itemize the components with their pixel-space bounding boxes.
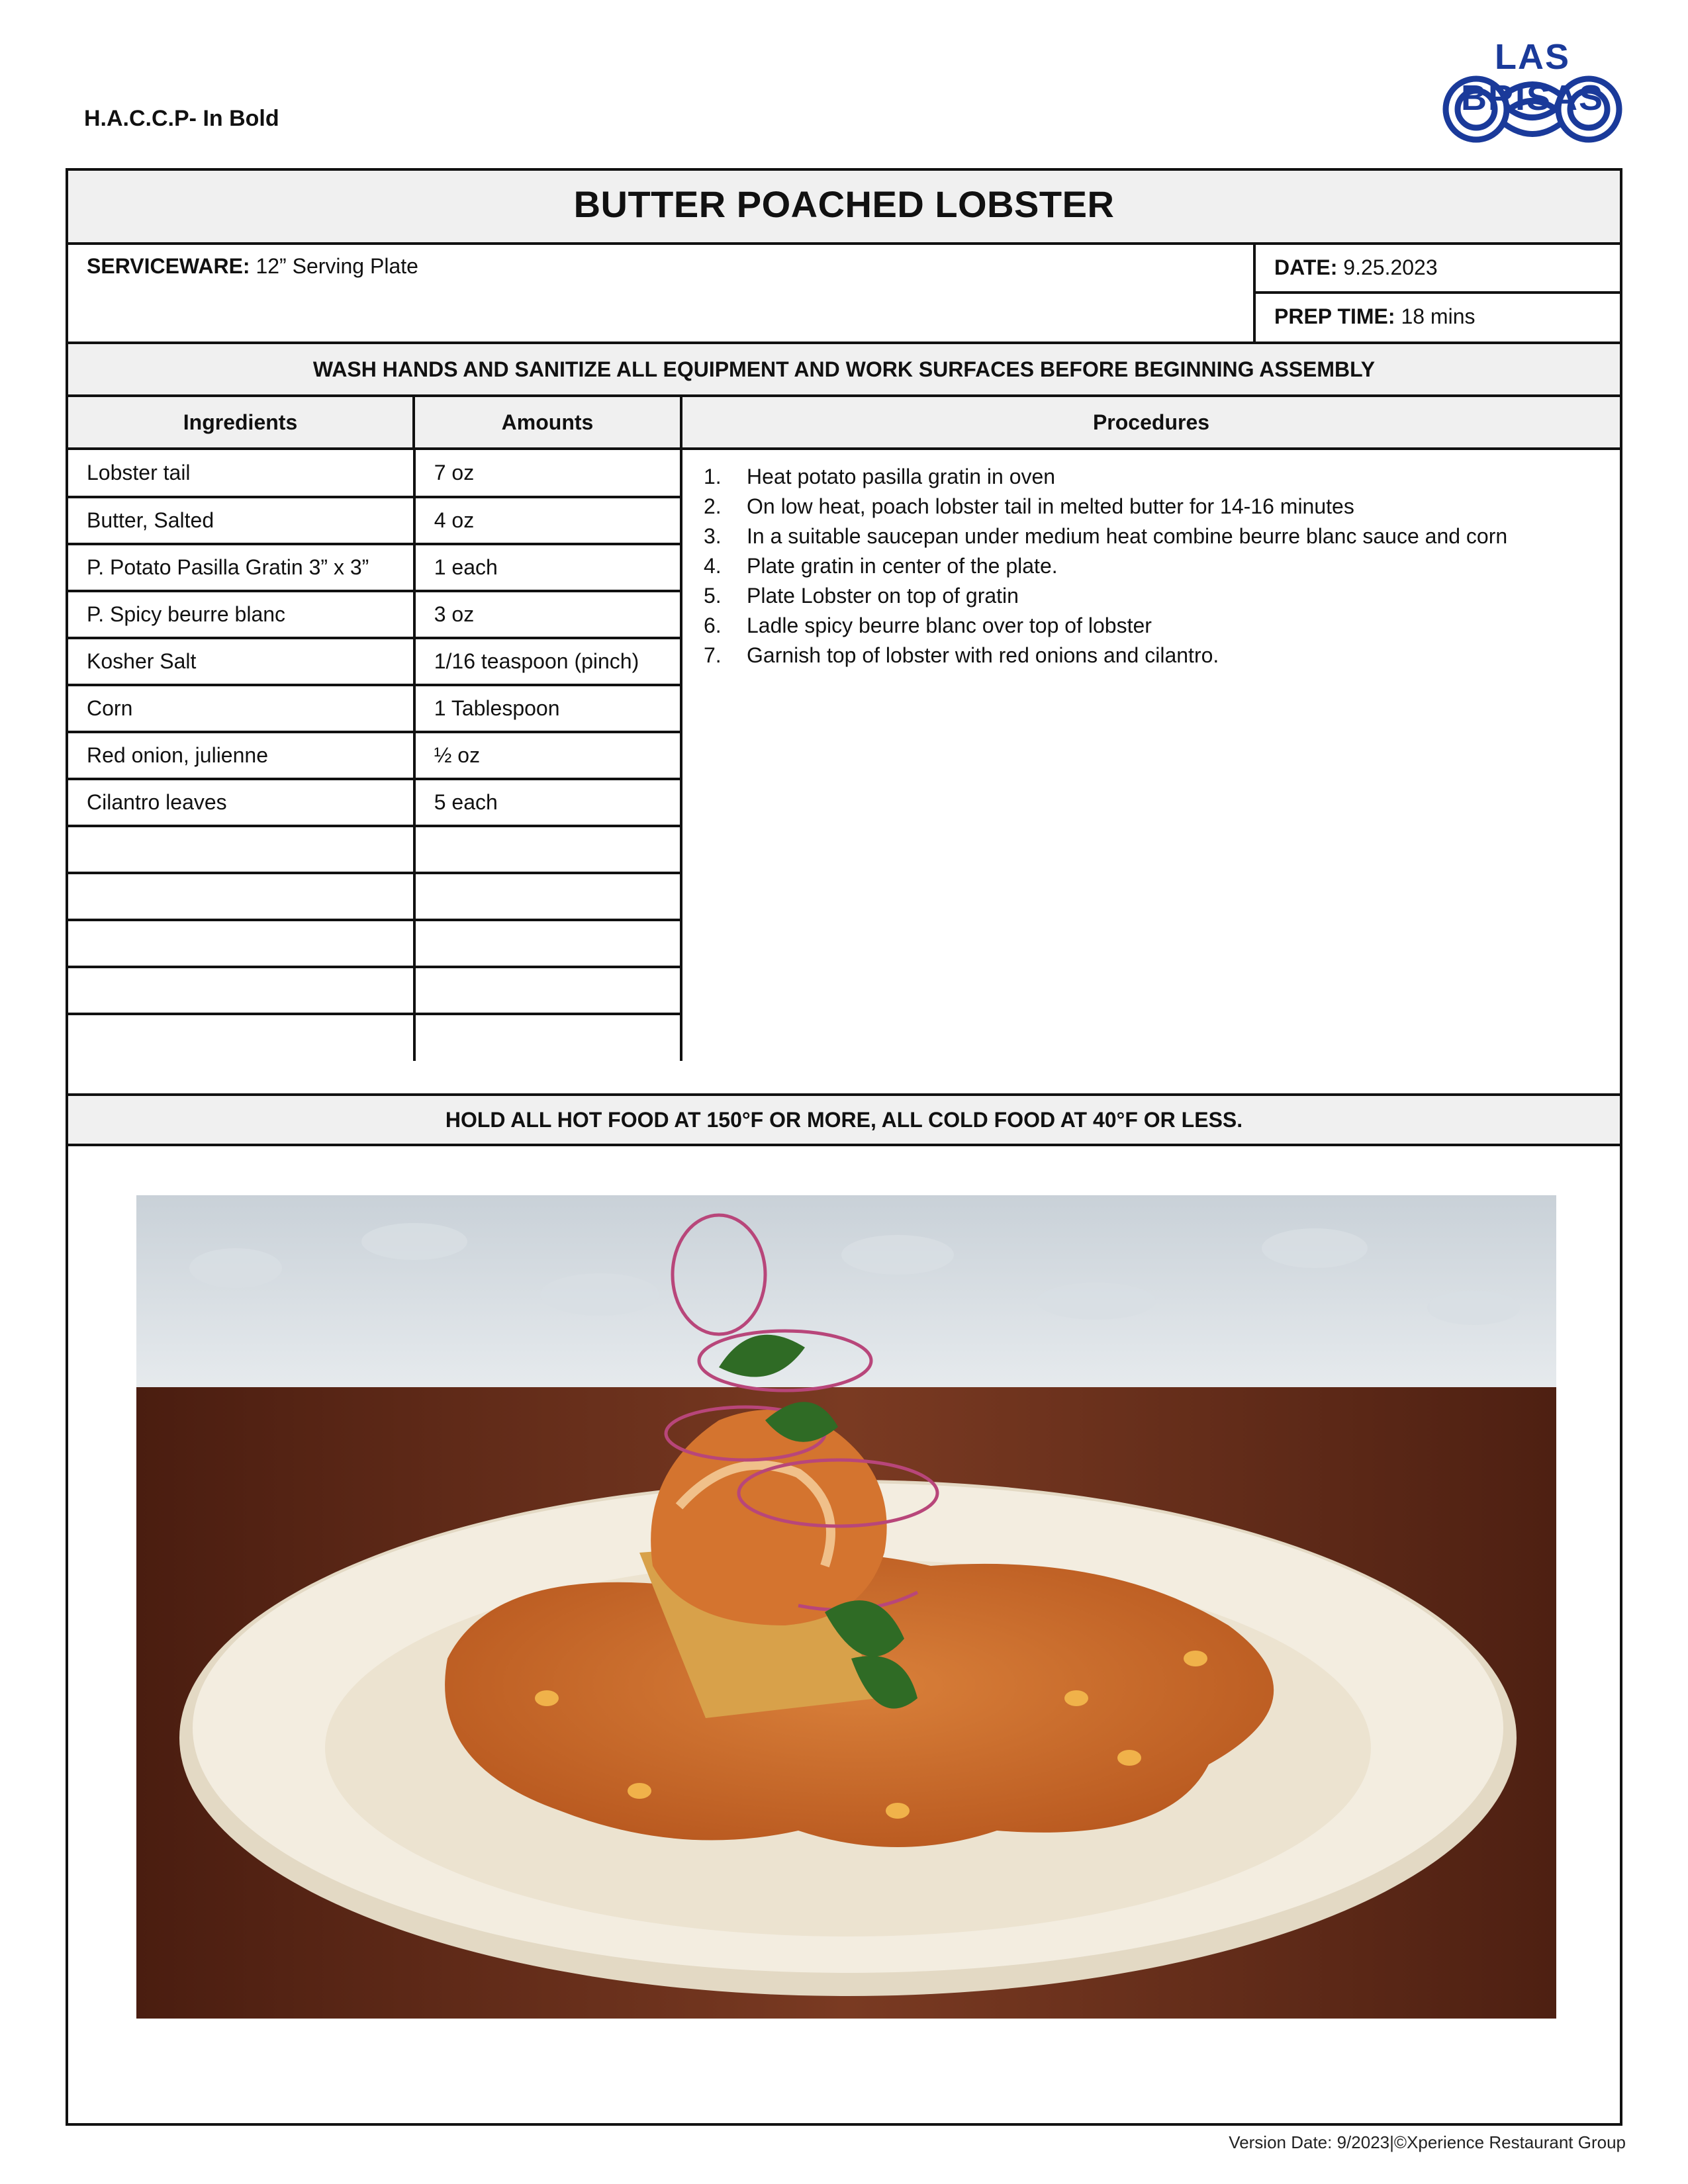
prep-time-cell — [1256, 294, 1620, 341]
ingredient-name — [68, 1014, 414, 1061]
hold-notice-row — [68, 1096, 1620, 1146]
title-row — [68, 171, 1620, 245]
prep-time-value: 18 mins — [1401, 304, 1476, 328]
ingredient-row — [68, 779, 681, 826]
procedure-step — [682, 551, 1620, 581]
date-cell — [1256, 245, 1620, 294]
ingredient-row — [68, 920, 681, 967]
ingredient-row — [68, 826, 681, 873]
procedure-step-text: Plate Lobster on top of gratin — [747, 584, 1019, 608]
prep-time-label: PREP TIME: — [1274, 304, 1395, 328]
procedure-step-number: 5. — [704, 584, 722, 608]
ingredients-header: Ingredients — [68, 397, 415, 447]
ingredient-row — [68, 1014, 681, 1061]
ingredient-name: Corn — [68, 685, 414, 732]
ingredient-name: Kosher Salt — [68, 638, 414, 685]
ingredient-row — [68, 591, 681, 638]
ingredient-amount: 4 oz — [414, 497, 681, 544]
ingredient-amount: 1/16 teaspoon (pinch) — [414, 638, 681, 685]
haccp-note: H.A.C.C.P- In Bold — [84, 106, 279, 131]
ingredient-row — [68, 873, 681, 920]
procedure-step-text: In a suitable saucepan under medium heat combine beurre blanc sauce and corn — [747, 524, 1508, 548]
wave-logo-icon — [1436, 69, 1628, 149]
procedures-header: Procedures — [1092, 410, 1210, 434]
ingredient-row — [68, 685, 681, 732]
wash-notice: WASH HANDS AND SANITIZE ALL EQUIPMENT AND WORK SURFACES BEFORE BEGINNING ASSEMBLY — [312, 357, 1376, 381]
ingredient-amount — [414, 920, 681, 967]
ingredients-table — [68, 450, 682, 1061]
procedure-step-number: 4. — [704, 554, 722, 578]
wash-notice-row — [68, 344, 1620, 397]
ingredient-row — [68, 967, 681, 1014]
ingredient-row — [68, 732, 681, 779]
hold-notice: HOLD ALL HOT FOOD AT 150°F OR MORE, ALL COLD FOOD AT 40°F OR LESS. — [445, 1108, 1243, 1132]
ingredient-amount: 1 Tablespoon — [414, 685, 681, 732]
ingredient-amount — [414, 826, 681, 873]
ingredient-row — [68, 497, 681, 544]
procedures-list — [682, 462, 1620, 670]
ingredient-amount — [414, 967, 681, 1014]
serviceware-cell — [68, 245, 1256, 341]
ingredient-name: P. Spicy beurre blanc — [68, 591, 414, 638]
table-header-row — [68, 397, 1620, 450]
ingredient-row — [68, 638, 681, 685]
logo-text: LAS BRISAS — [1460, 37, 1605, 118]
ingredient-row — [68, 450, 681, 497]
ingredient-name: Cilantro leaves — [68, 779, 414, 826]
recipe-title: BUTTER POACHED LOBSTER — [573, 183, 1115, 225]
ingredient-amount: 5 each — [414, 779, 681, 826]
procedure-step-text: Heat potato pasilla gratin in oven — [747, 465, 1056, 488]
amounts-header: Amounts — [415, 397, 682, 447]
procedure-step-number: 3. — [704, 524, 722, 548]
procedure-step-number: 1. — [704, 465, 722, 488]
ingredient-amount — [414, 1014, 681, 1061]
procedure-step — [682, 492, 1620, 522]
procedure-step — [682, 611, 1620, 641]
date-label: DATE: — [1274, 255, 1338, 279]
dish-photo — [136, 1195, 1556, 2019]
procedure-step-number: 2. — [704, 494, 722, 518]
serviceware-label: SERVICEWARE: — [87, 254, 250, 278]
recipe-body — [68, 450, 1620, 1096]
serviceware-value: 12” Serving Plate — [256, 254, 418, 278]
procedure-step-text: On low heat, poach lobster tail in melted butter for 14-16 minutes — [747, 494, 1354, 518]
ingredient-amount: 7 oz — [414, 450, 681, 497]
procedure-step-text: Plate gratin in center of the plate. — [747, 554, 1058, 578]
ingredient-amount — [414, 873, 681, 920]
procedure-step — [682, 522, 1620, 551]
ingredient-name — [68, 967, 414, 1014]
procedure-step-text: Ladle spicy beurre blanc over top of lobster — [747, 614, 1152, 637]
ingredient-name: Red onion, julienne — [68, 732, 414, 779]
las-brisas-logo — [1436, 36, 1628, 152]
procedure-step — [682, 462, 1620, 492]
ingredient-name — [68, 826, 414, 873]
recipe-card — [66, 168, 1622, 2126]
date-value: 9.25.2023 — [1343, 255, 1438, 279]
ingredient-amount: 1 each — [414, 544, 681, 591]
version-footer: Version Date: 9/2023|©Xperience Restaurant Group — [1229, 2132, 1626, 2152]
ingredient-name: P. Potato Pasilla Gratin 3” x 3” — [68, 544, 414, 591]
service-row — [68, 245, 1620, 344]
ingredient-amount: 3 oz — [414, 591, 681, 638]
procedure-step-number: 6. — [704, 614, 722, 637]
ingredient-row — [68, 544, 681, 591]
ingredient-amount: ½ oz — [414, 732, 681, 779]
procedure-step-text: Garnish top of lobster with red onions and cilantro. — [747, 643, 1219, 667]
ingredient-name: Butter, Salted — [68, 497, 414, 544]
ingredient-name — [68, 920, 414, 967]
procedure-step — [682, 581, 1620, 611]
procedure-step — [682, 641, 1620, 670]
procedure-step-number: 7. — [704, 643, 722, 667]
ingredient-name: Lobster tail — [68, 450, 414, 497]
ingredient-name — [68, 873, 414, 920]
